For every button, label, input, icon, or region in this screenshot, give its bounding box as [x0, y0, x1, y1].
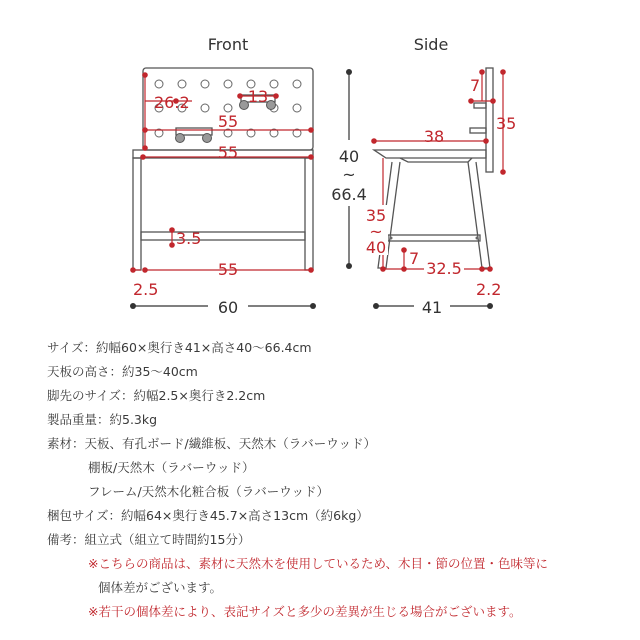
dim-41: 41 — [421, 298, 443, 317]
height-value-b: 66.4 — [331, 185, 367, 204]
front-title: Front — [207, 35, 249, 54]
dim-13: 13 — [247, 87, 269, 106]
dim-7-bottom: 7 — [409, 249, 420, 268]
spec-foot-size: 脚先のサイズ：約幅2.5×奥行き2.2cm — [47, 388, 266, 403]
note-natural-wood-cont: 個体差がございます。 — [98, 580, 223, 595]
note-size-variance: ※若干の個体差により、表記サイズと多少の差異が生じる場合がございます。 — [88, 604, 522, 619]
dim-26-2: 26.2 — [154, 93, 190, 112]
leg-height-a: 35 — [365, 206, 387, 225]
side-depth-dimension — [373, 296, 493, 317]
front-width-dimension — [130, 296, 316, 317]
spec-seat-height: 天板の高さ：約35〜40cm — [47, 364, 198, 379]
spec-package: 梱包サイズ：約幅64×奥行き45.7×高さ13cm（約6kg） — [47, 508, 369, 523]
spec-size: サイズ：約幅60×奥行き41×高さ40〜66.4cm — [47, 340, 312, 355]
leg-height-tilde: ~ — [369, 222, 383, 241]
spec-material: 素材：天板、有孔ボード/繊維板、天然木（ラバーウッド） — [47, 436, 376, 451]
dim-55-top: 55 — [217, 112, 239, 131]
dim-55-bottom: 55 — [217, 260, 239, 279]
note-natural-wood: ※こちらの商品は、素材に天然木を使用しているため、木目・節の位置・色味等に — [88, 556, 548, 571]
dim-38: 38 — [423, 127, 445, 146]
side-dimensions — [362, 69, 516, 299]
height-tilde: ~ — [342, 165, 356, 184]
spec-weight: 製品重量：約5.3kg — [47, 412, 158, 427]
spec-material-frame: フレーム/天然木化粧合板（ラバーウッド） — [88, 484, 329, 499]
dim-32-5: 32.5 — [426, 259, 462, 278]
spec-material-shelf: 棚板/天然木（ラバーウッド） — [88, 460, 255, 475]
spec-remarks: 備考：組立式（組立て時間約15分） — [47, 532, 251, 547]
dim-3-5: 3.5 — [176, 229, 202, 248]
spec-list — [47, 336, 637, 624]
dim-7-top: 7 — [470, 76, 481, 95]
side-title: Side — [413, 35, 449, 54]
leg-height-b: 40 — [365, 238, 387, 257]
dim-2-2: 2.2 — [476, 280, 502, 299]
dim-35-back: 35 — [496, 114, 517, 133]
side-chair-outline — [374, 68, 493, 268]
height-value-a: 40 — [338, 147, 360, 166]
dim-2-5: 2.5 — [133, 280, 159, 299]
dim-55-seat: 55 — [217, 143, 239, 162]
front-dimensions — [130, 72, 314, 299]
dim-60: 60 — [217, 298, 239, 317]
